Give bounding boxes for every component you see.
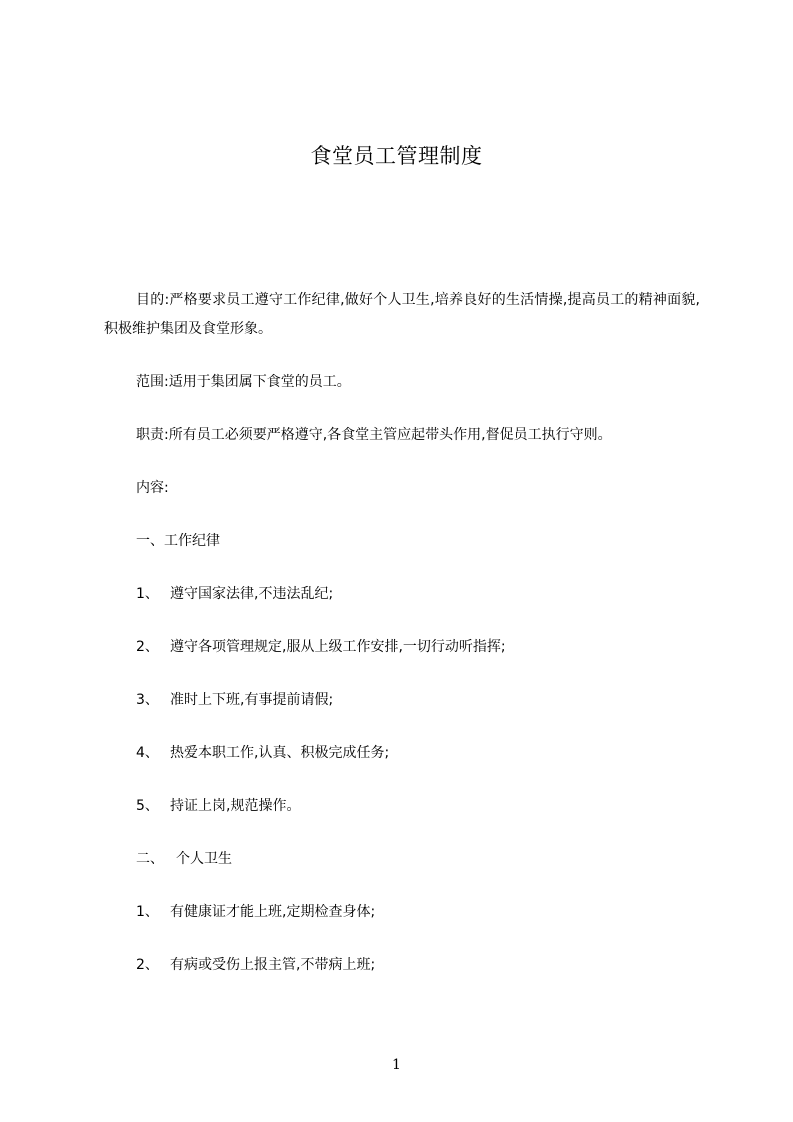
list-item-text: 遵守国家法律,不违法乱纪; [170, 586, 334, 602]
list-item-number: 3、 [136, 692, 159, 708]
purpose-paragraph: 目的:严格要求员工遵守工作纪律,做好个人卫生,培养良好的生活情操,提高员工的精神面貌,积极维护集团及食堂形象。 [104, 292, 700, 337]
list-item [136, 584, 333, 604]
list-item-text: 有健康证才能上班,定期检查身体; [170, 904, 376, 920]
page-number: 1 [392, 1057, 401, 1073]
list-item [136, 902, 375, 922]
list-item [136, 743, 389, 763]
list-item-text: 有病或受伤上报主管,不带病上班; [170, 957, 376, 973]
content-label: 内容: [136, 480, 169, 496]
list-item-text: 遵守各项管理规定,服从上级工作安排,一切行动听指挥; [170, 639, 506, 655]
section-heading-personal-hygiene [136, 849, 232, 869]
list-item-number: 5、 [136, 798, 159, 814]
list-item-text: 持证上岗,规范操作。 [170, 798, 301, 814]
list-item-number: 4、 [136, 745, 159, 761]
list-item [136, 690, 333, 710]
list-item-number: 2、 [136, 639, 159, 655]
list-item-text: 准时上下班,有事提前请假; [170, 692, 334, 708]
list-item-number: 1、 [136, 904, 159, 920]
list-item [136, 955, 375, 975]
section-number: 二、 [136, 851, 164, 867]
list-item-number: 1、 [136, 586, 159, 602]
list-item [136, 796, 300, 816]
document-title: 食堂员工管理制度 [310, 144, 483, 168]
scope-paragraph: 范围:适用于集团属下食堂的员工。 [136, 374, 351, 390]
section-heading-work-discipline: 一、工作纪律 [136, 533, 220, 549]
list-item-text: 热爱本职工作,认真、积极完成任务; [170, 745, 390, 761]
list-item-number: 2、 [136, 957, 159, 973]
duty-paragraph: 职责:所有员工必须要严格遵守,各食堂主管应起带头作用,督促员工执行守则。 [136, 427, 612, 443]
list-item [136, 637, 506, 657]
section-label: 个人卫生 [176, 851, 232, 867]
